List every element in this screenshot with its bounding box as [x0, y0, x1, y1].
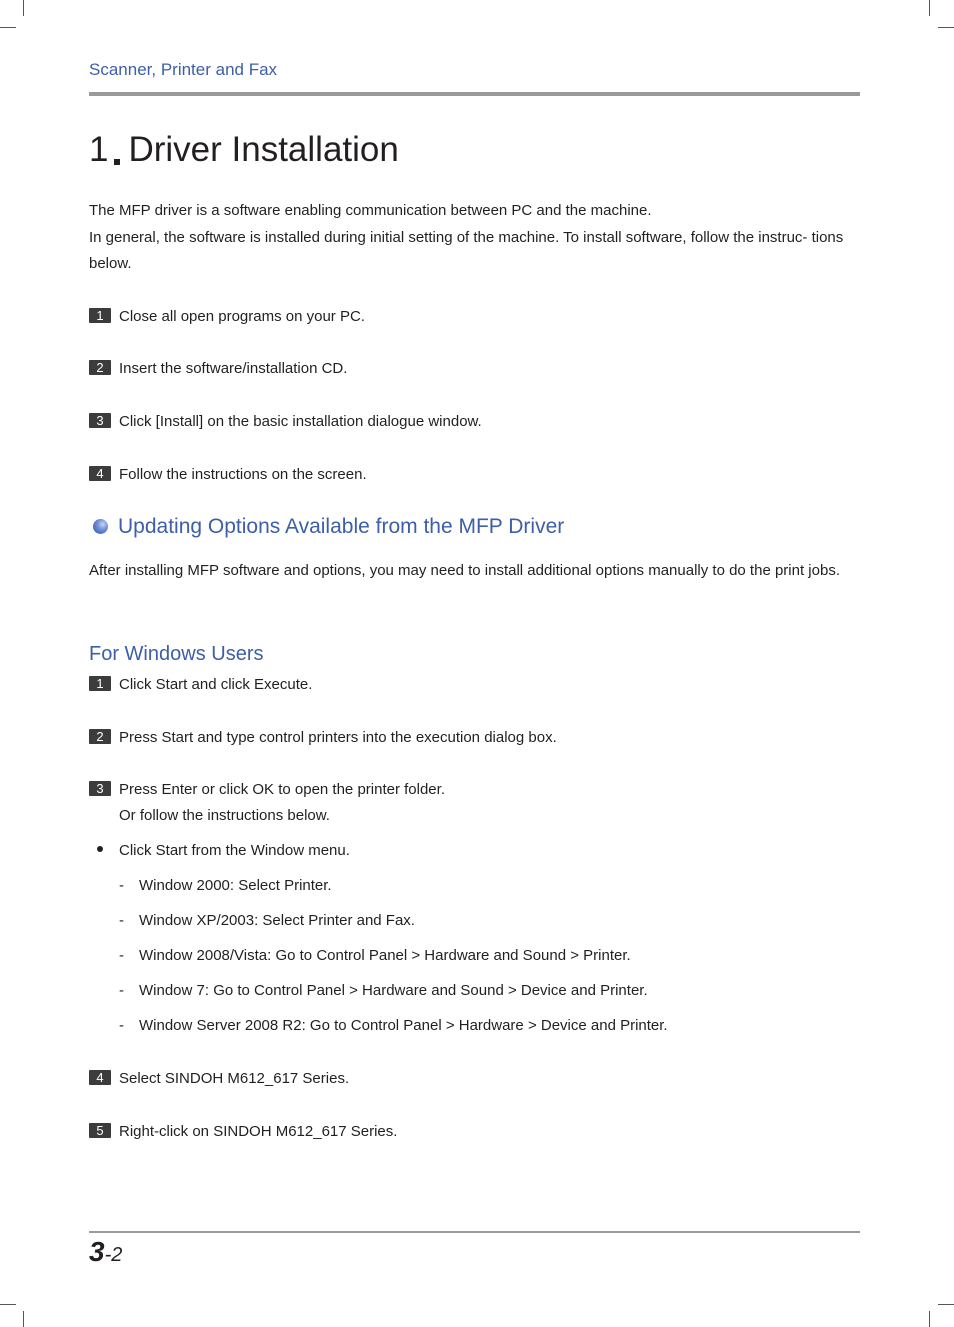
- chapter-number: 1: [89, 130, 109, 169]
- running-header: Scanner, Printer and Fax: [89, 60, 278, 79]
- crop-mark: [0, 27, 16, 28]
- windows-step: [89, 780, 445, 800]
- crop-mark: [938, 1304, 954, 1305]
- dash-marker: -: [119, 877, 124, 894]
- step-number-badge: 1: [89, 308, 111, 323]
- section-intro: After installing MFP software and options, you may need to install additional options manually to do the print jobs.: [89, 562, 840, 579]
- step-text: Close all open programs on your PC.: [119, 308, 365, 325]
- install-step: [89, 359, 347, 379]
- intro-line: The MFP driver is a software enabling communication between PC and the machine.: [89, 202, 652, 219]
- step-text: Click [Install] on the basic installation dialogue window.: [119, 413, 482, 430]
- step-text: Right-click on SINDOH M612_617 Series.: [119, 1123, 398, 1140]
- subsection-title: For Windows Users: [89, 643, 264, 665]
- section-title: [89, 515, 564, 539]
- step-text: Follow the instructions on the screen.: [119, 466, 367, 483]
- step-number-badge: 1: [89, 676, 111, 691]
- install-step: [89, 412, 482, 432]
- install-step: [89, 465, 367, 485]
- chapter-title-text: Driver Installation: [128, 130, 399, 169]
- step-number-badge: 2: [89, 360, 111, 375]
- chapter-title: [89, 130, 399, 170]
- bullet-item: [97, 841, 350, 861]
- header-rule: [89, 92, 860, 96]
- dash-marker: -: [119, 1017, 124, 1034]
- dash-item: [119, 876, 332, 896]
- windows-step: [89, 675, 312, 695]
- crop-mark: [938, 27, 954, 28]
- step-number-badge: 2: [89, 729, 111, 744]
- final-step: [89, 1069, 349, 1089]
- dash-text: Window 7: Go to Control Panel > Hardware and Sound > Device and Printer.: [139, 982, 648, 999]
- footer-rule: [89, 1231, 860, 1233]
- dash-item: [119, 981, 648, 1001]
- step-text: Press Enter or click OK to open the printer folder.: [119, 781, 445, 798]
- intro-paragraph: [89, 198, 859, 278]
- section-title-text: Updating Options Available from the MFP Driver: [118, 515, 565, 538]
- crop-mark: [23, 0, 24, 16]
- bullet-dot-icon: [97, 846, 103, 852]
- step-number-badge: 4: [89, 1070, 111, 1085]
- step-text: Click Start and click Execute.: [119, 676, 313, 693]
- crop-mark: [929, 0, 930, 16]
- dash-marker: -: [119, 982, 124, 999]
- dash-marker: -: [119, 947, 124, 964]
- step-number-badge: 5: [89, 1123, 111, 1138]
- step-number-badge: 3: [89, 413, 111, 428]
- dash-text: Window 2008/Vista: Go to Control Panel > Hardware and Sound > Printer.: [139, 947, 631, 964]
- dash-item: [119, 1016, 668, 1036]
- crop-mark: [929, 1311, 930, 1327]
- windows-step: [89, 728, 557, 748]
- intro-line: In general, the software is installed during initial setting of the machine. To install software, follow the instruc- tions below.: [89, 228, 844, 272]
- page-number: [89, 1236, 122, 1268]
- page-index: -2: [104, 1244, 123, 1266]
- step-number-badge: 4: [89, 466, 111, 481]
- dash-text: Window XP/2003: Select Printer and Fax.: [139, 912, 415, 929]
- dash-item: [119, 946, 631, 966]
- dash-item: [119, 911, 415, 931]
- step-number-badge: 3: [89, 781, 111, 796]
- step-text: Select SINDOH M612_617 Series.: [119, 1070, 350, 1087]
- install-step: [89, 307, 365, 327]
- dash-text: Window Server 2008 R2: Go to Control Panel > Hardware > Device and Printer.: [139, 1017, 668, 1034]
- dash-text: Window 2000: Select Printer.: [139, 877, 332, 894]
- page-chapter: 3: [89, 1236, 105, 1267]
- step-text: Press Start and type control printers into the execution dialog box.: [119, 729, 557, 746]
- crop-mark: [0, 1304, 16, 1305]
- dash-marker: -: [119, 912, 124, 929]
- crop-mark: [23, 1311, 24, 1327]
- final-step: [89, 1122, 397, 1142]
- step-text: Insert the software/installation CD.: [119, 360, 348, 377]
- chapter-dot: [114, 159, 120, 165]
- step-subtext: Or follow the instructions below.: [119, 807, 330, 824]
- section-bullet-icon: [93, 519, 108, 534]
- bullet-text: Click Start from the Window menu.: [119, 842, 350, 859]
